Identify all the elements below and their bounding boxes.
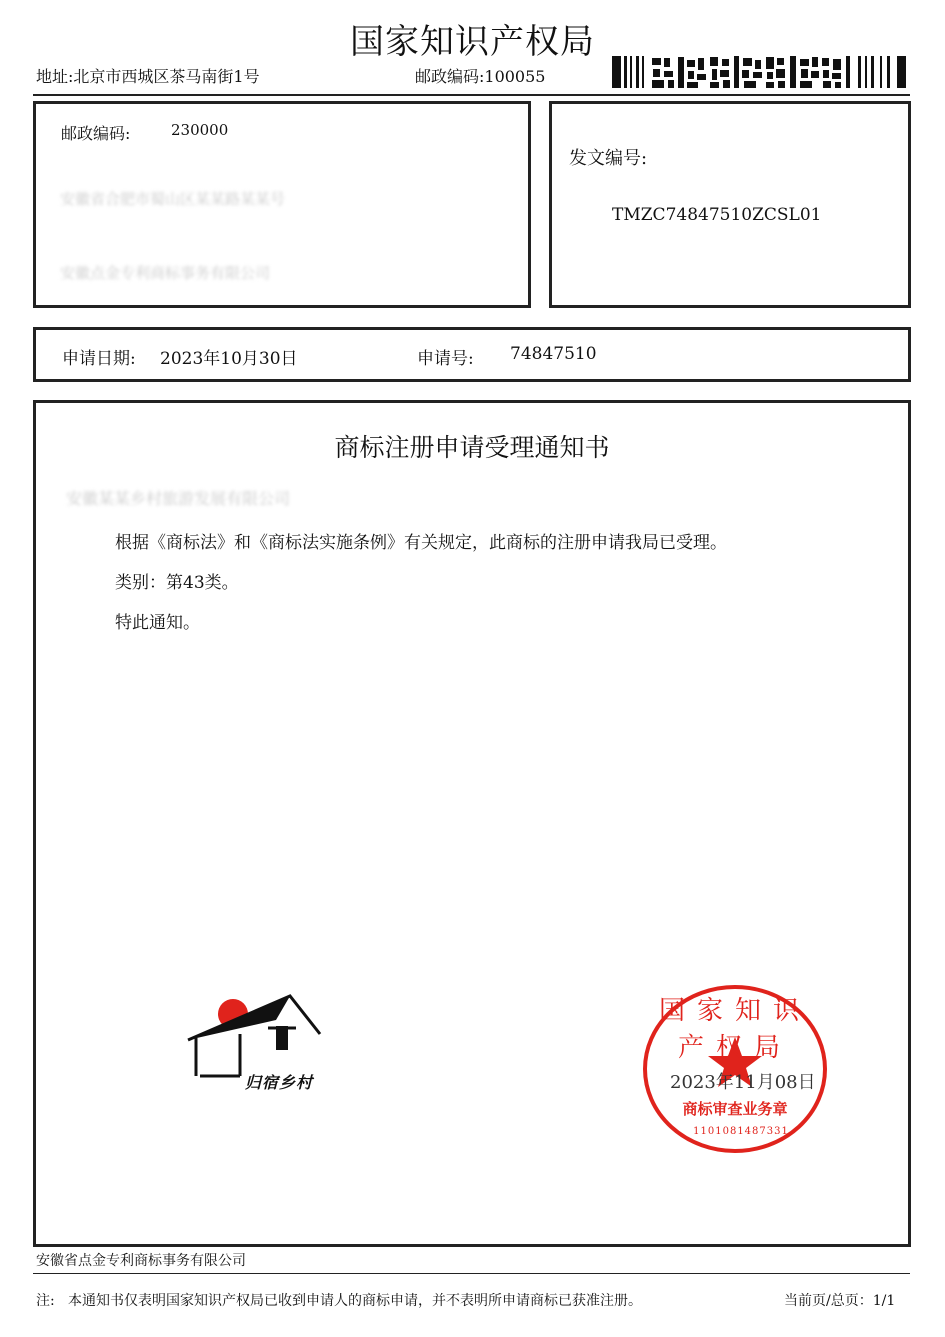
seal-bottom-text: 商标审查业务章 [682,1100,788,1118]
footer-divider [33,1273,910,1274]
notice-title: 商标注册申请受理通知书 [334,433,610,462]
recipient-postcode: 230000 [171,121,229,139]
office-address: 地址:北京市西城区茶马南街1号 [36,67,260,86]
application-date: 2023年10月30日 [160,349,298,369]
header-divider [33,94,910,96]
dispatch-number-label: 发文编号: [569,148,648,169]
footer-note: 本通知书仅表明国家知识产权局已收到申请人的商标申请，并不表明所申请商标已获准注册。 [68,1293,642,1309]
office-postcode: 邮政编码:100055 [415,67,546,86]
trademark-logo-text: 归宿乡村 [245,1073,314,1092]
barcode [612,56,908,90]
application-number-label: 申请号: [417,349,474,369]
footer-note-label: 注: [36,1293,55,1309]
page-indicator: 当前页/总页：1/1 [784,1293,896,1309]
seal-arc-text: 国家知识产权局 [658,996,811,1063]
recipient-name-redacted: 安徽点金专利商标事务有限公司 [60,264,271,282]
notice-class-line: 类别：第43类。 [115,573,239,593]
recipient-address-redacted: 安徽省合肥市蜀山区某某路某某号 [60,190,286,208]
notice-closing-line: 特此通知。 [115,613,200,633]
agency-name: 安徽省点金专利商标事务有限公司 [36,1253,246,1269]
office-title: 国家知识产权局 [350,22,595,62]
applicant-redacted: 安徽某某乡村旅游发展有限公司 [66,489,291,508]
application-date-label: 申请日期: [62,349,136,369]
recipient-postcode-label: 邮政编码: [61,124,131,143]
seal-date: 2023年11月08日 [670,1072,816,1093]
notice-body-line: 根据《商标法》和《商标法实施条例》有关规定，此商标的注册申请我局已受理。 [115,533,727,553]
dispatch-number: TMZC74847510ZCSL01 [612,205,822,225]
seal-serial: 1101081487331 [693,1126,789,1137]
application-number: 74847510 [510,344,597,364]
